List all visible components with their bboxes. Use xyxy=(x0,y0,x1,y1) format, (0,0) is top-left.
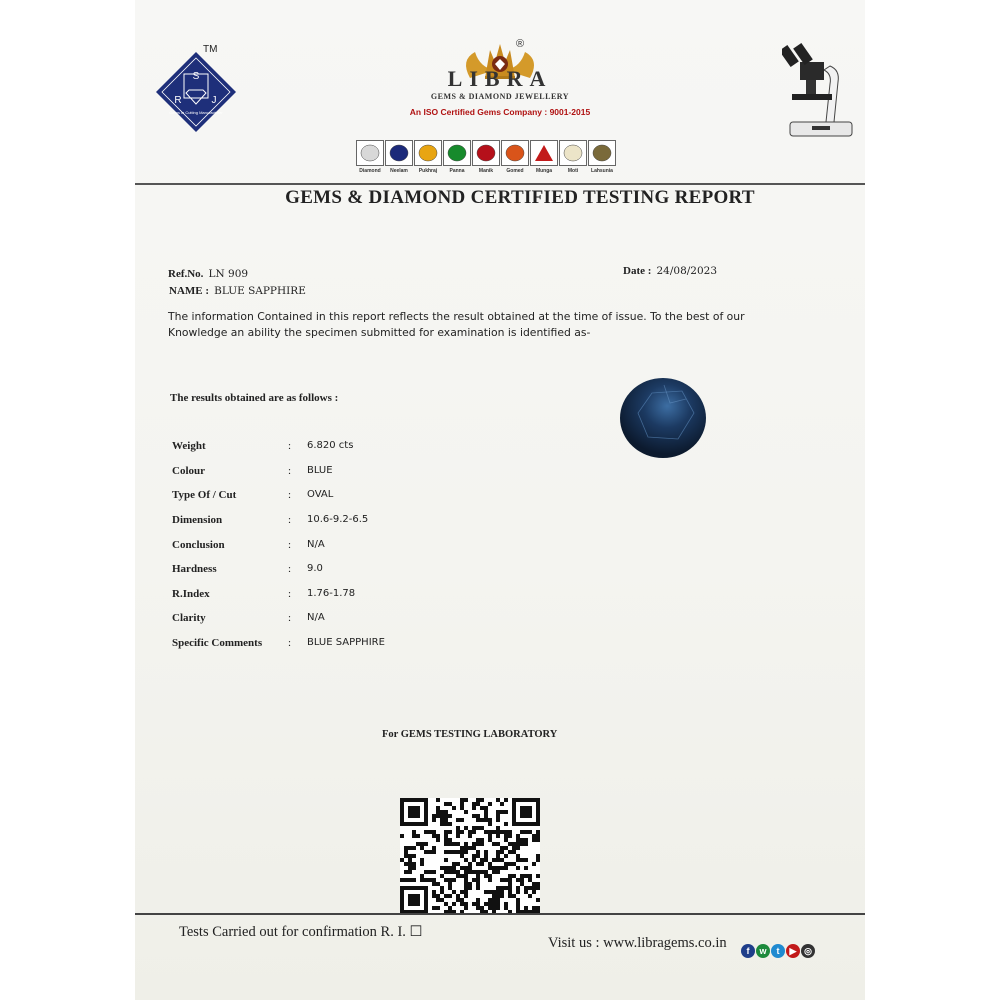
tests-note: Tests Carried out for confirmation R. I. ☐ xyxy=(179,924,423,940)
svg-text:J: J xyxy=(211,95,217,106)
result-colon: : xyxy=(288,514,292,526)
gem-icon xyxy=(501,140,529,166)
intro-line-2: Knowledge an ability the specimen submitted for examination is identified as- xyxy=(168,326,591,339)
gem-icon xyxy=(414,140,442,166)
gem-icon xyxy=(443,140,471,166)
result-value: N/A xyxy=(307,612,325,623)
header-divider xyxy=(135,183,865,185)
result-value: OVAL xyxy=(307,489,334,500)
result-colon: : xyxy=(288,539,292,551)
youtube-icon[interactable]: ▶ xyxy=(786,944,800,958)
registered-mark: ® xyxy=(516,38,525,50)
result-value: BLUE xyxy=(307,465,333,476)
gem-name: Panna xyxy=(449,168,465,174)
svg-text:Gems in Cutting Manufacturer: Gems in Cutting Manufacturer xyxy=(169,110,223,115)
date-line xyxy=(623,259,717,278)
gem-strip xyxy=(357,140,615,174)
svg-text:S: S xyxy=(192,71,200,82)
intro-line-1: The information Contained in this report reflects the result obtained at the time of issue. To the best of our xyxy=(168,310,745,323)
gem-tile xyxy=(531,140,557,174)
gem-tile xyxy=(560,140,586,174)
brand-name: LIBRA xyxy=(447,66,553,91)
gem-name: Pukhraj xyxy=(418,168,438,174)
facebook-icon[interactable]: f xyxy=(741,944,755,958)
name-label: NAME : xyxy=(169,285,210,297)
result-value: 9.0 xyxy=(307,563,323,574)
result-label: Type Of / Cut xyxy=(172,489,237,501)
libra-brand xyxy=(400,36,600,117)
result-value: 6.820 cts xyxy=(307,440,354,451)
date-value: 24/08/2023 xyxy=(656,265,718,277)
gem-name: Gomed xyxy=(506,168,524,174)
result-value: N/A xyxy=(307,539,325,550)
gem-name: Lahsunia xyxy=(591,168,613,174)
ref-value: LN 909 xyxy=(208,268,249,280)
result-colon: : xyxy=(288,465,292,477)
result-colon: : xyxy=(288,440,292,452)
result-label: R.Index xyxy=(172,588,210,600)
gem-name: Munga xyxy=(535,168,553,174)
gem-icon xyxy=(472,140,500,166)
result-value: 10.6-9.2-6.5 xyxy=(307,514,369,525)
report-heading: GEMS & DIAMOND CERTIFIED TESTING REPORT xyxy=(285,187,755,208)
name-value: BLUE SAPPHIRE xyxy=(214,285,306,297)
name-line xyxy=(169,279,306,298)
trademark-mark: TM xyxy=(203,44,218,55)
srj-logo xyxy=(156,52,236,132)
result-label: Colour xyxy=(172,465,205,477)
result-colon: : xyxy=(288,588,292,600)
result-label: Weight xyxy=(172,440,206,452)
microscope-icon xyxy=(782,42,860,142)
intro-text xyxy=(168,309,768,341)
result-colon: : xyxy=(288,612,292,624)
gem-name: Neelam xyxy=(390,168,408,174)
twitter-icon[interactable]: t xyxy=(771,944,785,958)
result-label: Dimension xyxy=(172,514,223,526)
gem-tile xyxy=(502,140,528,174)
website-line: Visit us : www.libragems.co.in xyxy=(548,935,727,951)
result-value: 1.76-1.78 xyxy=(307,588,356,599)
gem-icon xyxy=(559,140,587,166)
results-title: The results obtained are as follows : xyxy=(170,392,339,404)
result-colon: : xyxy=(288,637,292,649)
gem-tile xyxy=(444,140,470,174)
gem-icon xyxy=(356,140,384,166)
signature-line: For GEMS TESTING LABORATORY xyxy=(382,729,558,740)
gem-name: Diamond xyxy=(359,168,381,174)
result-label: Hardness xyxy=(172,563,217,575)
gem-icon xyxy=(588,140,616,166)
date-label: Date : xyxy=(623,265,652,277)
result-colon: : xyxy=(288,489,292,501)
gem-name: Moti xyxy=(567,168,579,174)
gem-tile xyxy=(386,140,412,174)
gemstone-photo xyxy=(612,373,712,463)
result-label: Conclusion xyxy=(172,539,225,551)
result-label: Clarity xyxy=(172,612,206,624)
result-colon: : xyxy=(288,563,292,575)
result-label: Specific Comments xyxy=(172,637,263,649)
instagram-icon[interactable]: ◎ xyxy=(801,944,815,958)
gem-icon xyxy=(385,140,413,166)
result-value: BLUE SAPPHIRE xyxy=(307,637,385,648)
qr-code xyxy=(400,798,540,914)
gem-name: Manik xyxy=(478,168,494,174)
brand-subtitle: GEMS & DIAMOND JEWELLERY xyxy=(430,92,570,101)
ref-label: Ref.No. xyxy=(168,268,204,280)
gem-tile xyxy=(473,140,499,174)
whatsapp-icon[interactable]: w xyxy=(756,944,770,958)
gem-tile xyxy=(357,140,383,174)
gem-icon xyxy=(530,140,558,166)
social-icons xyxy=(741,944,815,958)
gem-tile xyxy=(589,140,615,174)
svg-text:R: R xyxy=(174,95,182,106)
footer-divider xyxy=(135,913,865,915)
iso-line: An ISO Certified Gems Company : 9001-2015 xyxy=(409,107,591,117)
gem-tile xyxy=(415,140,441,174)
